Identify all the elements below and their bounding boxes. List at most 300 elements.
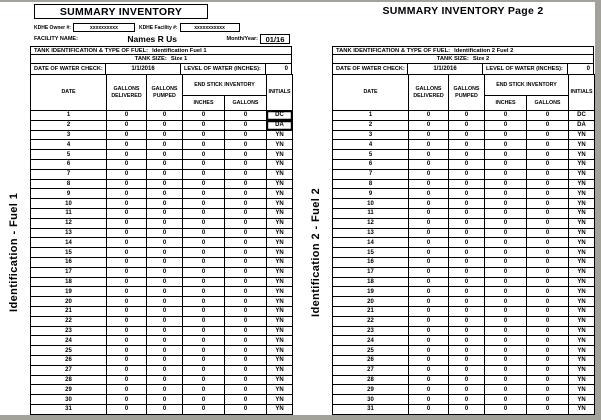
gallons-cell[interactable]: 0 bbox=[225, 257, 267, 267]
gallons-pumped-cell[interactable]: 0 bbox=[449, 238, 485, 248]
water-check-value[interactable]: 1/1/2016 bbox=[407, 64, 483, 75]
gallons-cell[interactable]: 0 bbox=[527, 179, 569, 189]
date-cell[interactable]: 30 bbox=[333, 395, 409, 405]
initials-cell[interactable]: YN bbox=[267, 208, 293, 218]
initials-cell[interactable]: YN bbox=[267, 385, 293, 395]
gallons-delivered-cell[interactable]: 0 bbox=[409, 159, 449, 169]
initials-cell[interactable]: YN bbox=[569, 150, 595, 160]
gallons-delivered-cell[interactable]: 0 bbox=[409, 120, 449, 130]
date-cell[interactable]: 13 bbox=[31, 228, 107, 238]
date-cell[interactable]: 5 bbox=[333, 150, 409, 160]
inches-cell[interactable]: 0 bbox=[485, 395, 527, 405]
gallons-pumped-cell[interactable]: 0 bbox=[449, 277, 485, 287]
gallons-pumped-cell[interactable]: 0 bbox=[147, 179, 183, 189]
gallons-pumped-cell[interactable]: 0 bbox=[449, 346, 485, 356]
inches-cell[interactable]: 0 bbox=[485, 218, 527, 228]
gallons-delivered-cell[interactable]: 0 bbox=[107, 316, 147, 326]
gallons-pumped-cell[interactable]: 0 bbox=[147, 277, 183, 287]
gallons-pumped-cell[interactable]: 0 bbox=[147, 395, 183, 405]
gallons-delivered-cell[interactable]: 0 bbox=[409, 297, 449, 307]
gallons-delivered-cell[interactable]: 0 bbox=[409, 277, 449, 287]
date-cell[interactable]: 2 bbox=[333, 120, 409, 130]
inches-cell[interactable]: 0 bbox=[485, 267, 527, 277]
gallons-delivered-cell[interactable]: 0 bbox=[107, 306, 147, 316]
date-cell[interactable]: 6 bbox=[333, 159, 409, 169]
water-check-value[interactable]: 1/1/2016 bbox=[105, 64, 181, 75]
date-cell[interactable]: 17 bbox=[333, 267, 409, 277]
date-cell[interactable]: 21 bbox=[31, 306, 107, 316]
gallons-delivered-cell[interactable]: 0 bbox=[107, 140, 147, 150]
gallons-delivered-cell[interactable]: 0 bbox=[107, 355, 147, 365]
gallons-pumped-cell[interactable]: 0 bbox=[147, 287, 183, 297]
gallons-cell[interactable]: 0 bbox=[527, 238, 569, 248]
gallons-pumped-cell[interactable]: 0 bbox=[147, 150, 183, 160]
initials-cell[interactable]: YN bbox=[569, 228, 595, 238]
gallons-pumped-cell[interactable]: 0 bbox=[449, 404, 485, 414]
date-cell[interactable]: 6 bbox=[31, 159, 107, 169]
date-cell[interactable]: 26 bbox=[31, 355, 107, 365]
initials-cell[interactable]: YN bbox=[267, 346, 293, 356]
date-cell[interactable]: 14 bbox=[333, 238, 409, 248]
gallons-cell[interactable]: 0 bbox=[527, 346, 569, 356]
gallons-delivered-cell[interactable]: 0 bbox=[409, 199, 449, 209]
inches-cell[interactable]: 0 bbox=[485, 159, 527, 169]
initials-cell[interactable]: YN bbox=[267, 150, 293, 160]
inches-cell[interactable]: 0 bbox=[183, 375, 225, 385]
gallons-cell[interactable]: 0 bbox=[527, 404, 569, 414]
inches-cell[interactable]: 0 bbox=[183, 297, 225, 307]
gallons-pumped-cell[interactable]: 0 bbox=[449, 257, 485, 267]
gallons-pumped-cell[interactable]: 0 bbox=[147, 111, 183, 121]
initials-cell[interactable]: YN bbox=[569, 355, 595, 365]
gallons-pumped-cell[interactable]: 0 bbox=[147, 267, 183, 277]
inches-cell[interactable]: 0 bbox=[485, 277, 527, 287]
gallons-pumped-cell[interactable]: 0 bbox=[449, 395, 485, 405]
initials-cell[interactable]: YN bbox=[267, 199, 293, 209]
date-cell[interactable]: 24 bbox=[31, 336, 107, 346]
gallons-delivered-cell[interactable]: 0 bbox=[107, 346, 147, 356]
initials-cell[interactable]: YN bbox=[569, 306, 595, 316]
gallons-pumped-cell[interactable]: 0 bbox=[449, 248, 485, 258]
gallons-cell[interactable]: 0 bbox=[527, 120, 569, 130]
gallons-pumped-cell[interactable]: 0 bbox=[147, 159, 183, 169]
gallons-delivered-cell[interactable]: 0 bbox=[107, 120, 147, 130]
date-cell[interactable]: 27 bbox=[31, 365, 107, 375]
date-cell[interactable]: 4 bbox=[333, 140, 409, 150]
gallons-delivered-cell[interactable]: 0 bbox=[409, 267, 449, 277]
initials-cell[interactable]: YN bbox=[569, 199, 595, 209]
gallons-pumped-cell[interactable]: 0 bbox=[449, 218, 485, 228]
initials-cell[interactable]: YN bbox=[267, 365, 293, 375]
inches-cell[interactable]: 0 bbox=[183, 238, 225, 248]
gallons-cell[interactable]: 0 bbox=[225, 120, 267, 130]
initials-cell[interactable]: YN bbox=[569, 248, 595, 258]
initials-cell[interactable]: YN bbox=[569, 365, 595, 375]
initials-cell[interactable]: YN bbox=[569, 189, 595, 199]
gallons-delivered-cell[interactable]: 0 bbox=[409, 355, 449, 365]
initials-cell[interactable]: YN bbox=[267, 277, 293, 287]
inches-cell[interactable]: 0 bbox=[485, 111, 527, 121]
initials-cell[interactable]: YN bbox=[569, 316, 595, 326]
gallons-delivered-cell[interactable]: 0 bbox=[107, 336, 147, 346]
gallons-delivered-cell[interactable]: 0 bbox=[107, 375, 147, 385]
gallons-delivered-cell[interactable]: 0 bbox=[409, 306, 449, 316]
date-cell[interactable]: 4 bbox=[31, 140, 107, 150]
inches-cell[interactable]: 0 bbox=[183, 287, 225, 297]
initials-cell[interactable]: YN bbox=[569, 179, 595, 189]
gallons-pumped-cell[interactable]: 0 bbox=[449, 316, 485, 326]
initials-cell[interactable]: DA bbox=[267, 120, 293, 130]
gallons-pumped-cell[interactable]: 0 bbox=[449, 159, 485, 169]
initials-cell[interactable]: YN bbox=[569, 287, 595, 297]
initials-cell[interactable]: YN bbox=[267, 267, 293, 277]
gallons-pumped-cell[interactable]: 0 bbox=[147, 140, 183, 150]
date-cell[interactable]: 24 bbox=[333, 336, 409, 346]
gallons-cell[interactable]: 0 bbox=[527, 306, 569, 316]
gallons-cell[interactable]: 0 bbox=[225, 365, 267, 375]
gallons-cell[interactable]: 0 bbox=[527, 150, 569, 160]
date-cell[interactable]: 9 bbox=[31, 189, 107, 199]
gallons-pumped-cell[interactable]: 0 bbox=[147, 365, 183, 375]
gallons-cell[interactable]: 0 bbox=[527, 267, 569, 277]
inches-cell[interactable]: 0 bbox=[485, 355, 527, 365]
gallons-delivered-cell[interactable]: 0 bbox=[409, 316, 449, 326]
inches-cell[interactable]: 0 bbox=[485, 189, 527, 199]
date-cell[interactable]: 15 bbox=[333, 248, 409, 258]
gallons-pumped-cell[interactable]: 0 bbox=[449, 120, 485, 130]
date-cell[interactable]: 11 bbox=[31, 208, 107, 218]
inches-cell[interactable]: 0 bbox=[485, 169, 527, 179]
date-cell[interactable]: 12 bbox=[333, 218, 409, 228]
date-cell[interactable]: 20 bbox=[31, 297, 107, 307]
inches-cell[interactable]: 0 bbox=[485, 326, 527, 336]
date-cell[interactable]: 22 bbox=[333, 316, 409, 326]
gallons-cell[interactable]: 0 bbox=[527, 159, 569, 169]
date-cell[interactable]: 10 bbox=[31, 199, 107, 209]
gallons-cell[interactable]: 0 bbox=[225, 375, 267, 385]
gallons-cell[interactable]: 0 bbox=[225, 316, 267, 326]
gallons-pumped-cell[interactable]: 0 bbox=[449, 336, 485, 346]
facility-name-value[interactable]: Names R Us bbox=[127, 34, 178, 44]
initials-cell[interactable]: YN bbox=[267, 248, 293, 258]
inches-cell[interactable]: 0 bbox=[183, 150, 225, 160]
gallons-delivered-cell[interactable]: 0 bbox=[409, 218, 449, 228]
gallons-cell[interactable]: 0 bbox=[527, 228, 569, 238]
gallons-pumped-cell[interactable]: 0 bbox=[449, 297, 485, 307]
date-cell[interactable]: 22 bbox=[31, 316, 107, 326]
inches-cell[interactable]: 0 bbox=[485, 297, 527, 307]
gallons-cell[interactable]: 0 bbox=[527, 248, 569, 258]
date-cell[interactable]: 7 bbox=[31, 169, 107, 179]
inches-cell[interactable]: 0 bbox=[183, 336, 225, 346]
gallons-cell[interactable]: 0 bbox=[527, 355, 569, 365]
tank-id-value[interactable]: Identification Fuel 1 bbox=[152, 47, 207, 54]
inches-cell[interactable]: 0 bbox=[183, 355, 225, 365]
gallons-pumped-cell[interactable]: 0 bbox=[449, 287, 485, 297]
date-cell[interactable]: 31 bbox=[31, 404, 107, 414]
water-level-value[interactable]: 0 bbox=[567, 64, 594, 75]
gallons-cell[interactable]: 0 bbox=[527, 385, 569, 395]
gallons-cell[interactable]: 0 bbox=[527, 169, 569, 179]
initials-cell[interactable]: YN bbox=[267, 297, 293, 307]
gallons-pumped-cell[interactable]: 0 bbox=[147, 385, 183, 395]
gallons-cell[interactable]: 0 bbox=[527, 257, 569, 267]
inches-cell[interactable]: 0 bbox=[485, 248, 527, 258]
initials-cell[interactable]: YN bbox=[569, 336, 595, 346]
gallons-cell[interactable]: 0 bbox=[225, 111, 267, 121]
gallons-cell[interactable]: 0 bbox=[527, 336, 569, 346]
initials-cell[interactable]: YN bbox=[569, 297, 595, 307]
gallons-delivered-cell[interactable]: 0 bbox=[409, 140, 449, 150]
gallons-cell[interactable]: 0 bbox=[225, 248, 267, 258]
inches-cell[interactable]: 0 bbox=[183, 404, 225, 414]
inches-cell[interactable]: 0 bbox=[485, 385, 527, 395]
date-cell[interactable]: 11 bbox=[333, 208, 409, 218]
gallons-pumped-cell[interactable]: 0 bbox=[147, 208, 183, 218]
gallons-cell[interactable]: 0 bbox=[225, 346, 267, 356]
gallons-pumped-cell[interactable]: 0 bbox=[147, 228, 183, 238]
date-cell[interactable]: 19 bbox=[333, 287, 409, 297]
gallons-pumped-cell[interactable]: 0 bbox=[449, 199, 485, 209]
date-cell[interactable]: 8 bbox=[31, 179, 107, 189]
gallons-cell[interactable]: 0 bbox=[225, 306, 267, 316]
gallons-delivered-cell[interactable]: 0 bbox=[409, 130, 449, 140]
initials-cell[interactable]: YN bbox=[267, 395, 293, 405]
inches-cell[interactable]: 0 bbox=[485, 208, 527, 218]
gallons-delivered-cell[interactable]: 0 bbox=[409, 365, 449, 375]
gallons-delivered-cell[interactable]: 0 bbox=[409, 346, 449, 356]
inches-cell[interactable]: 0 bbox=[485, 404, 527, 414]
inches-cell[interactable]: 0 bbox=[183, 140, 225, 150]
initials-cell[interactable]: YN bbox=[569, 218, 595, 228]
inches-cell[interactable]: 0 bbox=[183, 385, 225, 395]
gallons-pumped-cell[interactable]: 0 bbox=[147, 218, 183, 228]
inches-cell[interactable]: 0 bbox=[485, 179, 527, 189]
initials-cell[interactable]: YN bbox=[569, 346, 595, 356]
date-cell[interactable]: 1 bbox=[333, 111, 409, 121]
inches-cell[interactable]: 0 bbox=[183, 346, 225, 356]
gallons-pumped-cell[interactable]: 0 bbox=[147, 375, 183, 385]
date-cell[interactable]: 1 bbox=[31, 111, 107, 121]
gallons-delivered-cell[interactable]: 0 bbox=[107, 326, 147, 336]
gallons-delivered-cell[interactable]: 0 bbox=[409, 179, 449, 189]
inches-cell[interactable]: 0 bbox=[183, 199, 225, 209]
inches-cell[interactable]: 0 bbox=[183, 267, 225, 277]
date-cell[interactable]: 23 bbox=[31, 326, 107, 336]
initials-cell[interactable]: YN bbox=[267, 169, 293, 179]
initials-cell[interactable]: YN bbox=[267, 336, 293, 346]
gallons-cell[interactable]: 0 bbox=[527, 140, 569, 150]
gallons-cell[interactable]: 0 bbox=[225, 385, 267, 395]
gallons-delivered-cell[interactable]: 0 bbox=[107, 297, 147, 307]
inches-cell[interactable]: 0 bbox=[485, 336, 527, 346]
gallons-delivered-cell[interactable]: 0 bbox=[409, 111, 449, 121]
initials-cell[interactable]: YN bbox=[267, 316, 293, 326]
gallons-delivered-cell[interactable]: 0 bbox=[107, 257, 147, 267]
inches-cell[interactable]: 0 bbox=[183, 189, 225, 199]
gallons-pumped-cell[interactable]: 0 bbox=[449, 111, 485, 121]
gallons-pumped-cell[interactable]: 0 bbox=[147, 316, 183, 326]
gallons-delivered-cell[interactable]: 0 bbox=[107, 169, 147, 179]
gallons-delivered-cell[interactable]: 0 bbox=[107, 287, 147, 297]
inches-cell[interactable]: 0 bbox=[183, 218, 225, 228]
kdhe-owner-value[interactable]: xxxxxxxxxx bbox=[73, 23, 135, 32]
inches-cell[interactable]: 0 bbox=[183, 159, 225, 169]
initials-cell[interactable]: DC bbox=[569, 111, 595, 121]
date-cell[interactable]: 18 bbox=[31, 277, 107, 287]
gallons-delivered-cell[interactable]: 0 bbox=[107, 248, 147, 258]
gallons-pumped-cell[interactable]: 0 bbox=[449, 150, 485, 160]
gallons-cell[interactable]: 0 bbox=[225, 336, 267, 346]
gallons-pumped-cell[interactable]: 0 bbox=[449, 385, 485, 395]
initials-cell[interactable]: YN bbox=[267, 404, 293, 414]
gallons-cell[interactable]: 0 bbox=[225, 326, 267, 336]
date-cell[interactable]: 23 bbox=[333, 326, 409, 336]
initials-cell[interactable]: DC bbox=[267, 111, 293, 121]
gallons-cell[interactable]: 0 bbox=[225, 169, 267, 179]
date-cell[interactable]: 9 bbox=[333, 189, 409, 199]
tank-id-value[interactable]: Identification 2 Fuel 2 bbox=[454, 47, 514, 54]
gallons-cell[interactable]: 0 bbox=[225, 238, 267, 248]
initials-cell[interactable]: YN bbox=[569, 326, 595, 336]
initials-cell[interactable]: YN bbox=[267, 189, 293, 199]
gallons-delivered-cell[interactable]: 0 bbox=[409, 404, 449, 414]
gallons-delivered-cell[interactable]: 0 bbox=[107, 218, 147, 228]
gallons-pumped-cell[interactable]: 0 bbox=[449, 267, 485, 277]
gallons-cell[interactable]: 0 bbox=[225, 179, 267, 189]
gallons-delivered-cell[interactable]: 0 bbox=[107, 395, 147, 405]
gallons-cell[interactable]: 0 bbox=[225, 277, 267, 287]
initials-cell[interactable]: YN bbox=[267, 179, 293, 189]
gallons-pumped-cell[interactable]: 0 bbox=[449, 130, 485, 140]
date-cell[interactable]: 3 bbox=[333, 130, 409, 140]
gallons-pumped-cell[interactable]: 0 bbox=[147, 355, 183, 365]
inches-cell[interactable]: 0 bbox=[183, 257, 225, 267]
gallons-pumped-cell[interactable]: 0 bbox=[147, 336, 183, 346]
gallons-pumped-cell[interactable]: 0 bbox=[449, 355, 485, 365]
gallons-pumped-cell[interactable]: 0 bbox=[449, 365, 485, 375]
inches-cell[interactable]: 0 bbox=[183, 365, 225, 375]
inches-cell[interactable]: 0 bbox=[183, 395, 225, 405]
inches-cell[interactable]: 0 bbox=[183, 169, 225, 179]
date-cell[interactable]: 16 bbox=[333, 257, 409, 267]
date-cell[interactable]: 3 bbox=[31, 130, 107, 140]
inches-cell[interactable]: 0 bbox=[485, 257, 527, 267]
gallons-pumped-cell[interactable]: 0 bbox=[147, 306, 183, 316]
initials-cell[interactable]: YN bbox=[267, 140, 293, 150]
inches-cell[interactable]: 0 bbox=[485, 150, 527, 160]
tank-size-value[interactable]: Size 1 bbox=[170, 56, 188, 62]
gallons-pumped-cell[interactable]: 0 bbox=[147, 326, 183, 336]
initials-cell[interactable]: YN bbox=[267, 228, 293, 238]
inches-cell[interactable]: 0 bbox=[485, 140, 527, 150]
gallons-pumped-cell[interactable]: 0 bbox=[147, 199, 183, 209]
kdhe-facility-value[interactable]: xxxxxxxxxxx bbox=[180, 23, 240, 32]
gallons-cell[interactable]: 0 bbox=[225, 267, 267, 277]
date-cell[interactable]: 30 bbox=[31, 395, 107, 405]
inches-cell[interactable]: 0 bbox=[485, 130, 527, 140]
gallons-pumped-cell[interactable]: 0 bbox=[147, 189, 183, 199]
gallons-delivered-cell[interactable]: 0 bbox=[409, 326, 449, 336]
gallons-cell[interactable]: 0 bbox=[527, 218, 569, 228]
inches-cell[interactable]: 0 bbox=[183, 208, 225, 218]
date-cell[interactable]: 25 bbox=[31, 346, 107, 356]
inches-cell[interactable]: 0 bbox=[183, 306, 225, 316]
initials-cell[interactable]: YN bbox=[267, 130, 293, 140]
gallons-cell[interactable]: 0 bbox=[225, 228, 267, 238]
gallons-pumped-cell[interactable]: 0 bbox=[449, 189, 485, 199]
gallons-delivered-cell[interactable]: 0 bbox=[107, 365, 147, 375]
gallons-pumped-cell[interactable]: 0 bbox=[147, 257, 183, 267]
gallons-cell[interactable]: 0 bbox=[225, 140, 267, 150]
gallons-pumped-cell[interactable]: 0 bbox=[147, 130, 183, 140]
gallons-pumped-cell[interactable]: 0 bbox=[449, 375, 485, 385]
date-cell[interactable]: 17 bbox=[31, 267, 107, 277]
gallons-cell[interactable]: 0 bbox=[527, 326, 569, 336]
inches-cell[interactable]: 0 bbox=[183, 179, 225, 189]
date-cell[interactable]: 21 bbox=[333, 306, 409, 316]
gallons-delivered-cell[interactable]: 0 bbox=[409, 375, 449, 385]
gallons-cell[interactable]: 0 bbox=[527, 277, 569, 287]
initials-cell[interactable]: YN bbox=[569, 385, 595, 395]
inches-cell[interactable]: 0 bbox=[183, 130, 225, 140]
gallons-delivered-cell[interactable]: 0 bbox=[107, 267, 147, 277]
date-cell[interactable]: 7 bbox=[333, 169, 409, 179]
initials-cell[interactable]: YN bbox=[569, 208, 595, 218]
gallons-delivered-cell[interactable]: 0 bbox=[409, 287, 449, 297]
initials-cell[interactable]: YN bbox=[569, 375, 595, 385]
initials-cell[interactable]: YN bbox=[569, 169, 595, 179]
initials-cell[interactable]: YN bbox=[569, 395, 595, 405]
gallons-pumped-cell[interactable]: 0 bbox=[147, 248, 183, 258]
initials-cell[interactable]: YN bbox=[267, 306, 293, 316]
date-cell[interactable]: 13 bbox=[333, 228, 409, 238]
gallons-delivered-cell[interactable]: 0 bbox=[107, 238, 147, 248]
initials-cell[interactable]: YN bbox=[569, 159, 595, 169]
gallons-pumped-cell[interactable]: 0 bbox=[147, 238, 183, 248]
gallons-pumped-cell[interactable]: 0 bbox=[147, 346, 183, 356]
date-cell[interactable]: 10 bbox=[333, 199, 409, 209]
date-cell[interactable]: 27 bbox=[333, 365, 409, 375]
gallons-delivered-cell[interactable]: 0 bbox=[409, 248, 449, 258]
gallons-cell[interactable]: 0 bbox=[527, 287, 569, 297]
water-level-value[interactable]: 0 bbox=[265, 64, 292, 75]
gallons-delivered-cell[interactable]: 0 bbox=[409, 395, 449, 405]
date-cell[interactable]: 29 bbox=[333, 385, 409, 395]
inches-cell[interactable]: 0 bbox=[183, 111, 225, 121]
gallons-delivered-cell[interactable]: 0 bbox=[409, 228, 449, 238]
gallons-delivered-cell[interactable]: 0 bbox=[107, 130, 147, 140]
inches-cell[interactable]: 0 bbox=[485, 346, 527, 356]
date-cell[interactable]: 20 bbox=[333, 297, 409, 307]
inches-cell[interactable]: 0 bbox=[183, 316, 225, 326]
gallons-cell[interactable]: 0 bbox=[225, 130, 267, 140]
gallons-cell[interactable]: 0 bbox=[527, 111, 569, 121]
gallons-cell[interactable]: 0 bbox=[225, 297, 267, 307]
date-cell[interactable]: 28 bbox=[333, 375, 409, 385]
initials-cell[interactable]: YN bbox=[267, 326, 293, 336]
gallons-cell[interactable]: 0 bbox=[225, 208, 267, 218]
inches-cell[interactable]: 0 bbox=[485, 316, 527, 326]
date-cell[interactable]: 15 bbox=[31, 248, 107, 258]
initials-cell[interactable]: YN bbox=[569, 140, 595, 150]
gallons-cell[interactable]: 0 bbox=[225, 355, 267, 365]
gallons-delivered-cell[interactable]: 0 bbox=[409, 189, 449, 199]
gallons-cell[interactable]: 0 bbox=[527, 199, 569, 209]
initials-cell[interactable]: YN bbox=[267, 218, 293, 228]
gallons-delivered-cell[interactable]: 0 bbox=[409, 208, 449, 218]
gallons-delivered-cell[interactable]: 0 bbox=[107, 228, 147, 238]
